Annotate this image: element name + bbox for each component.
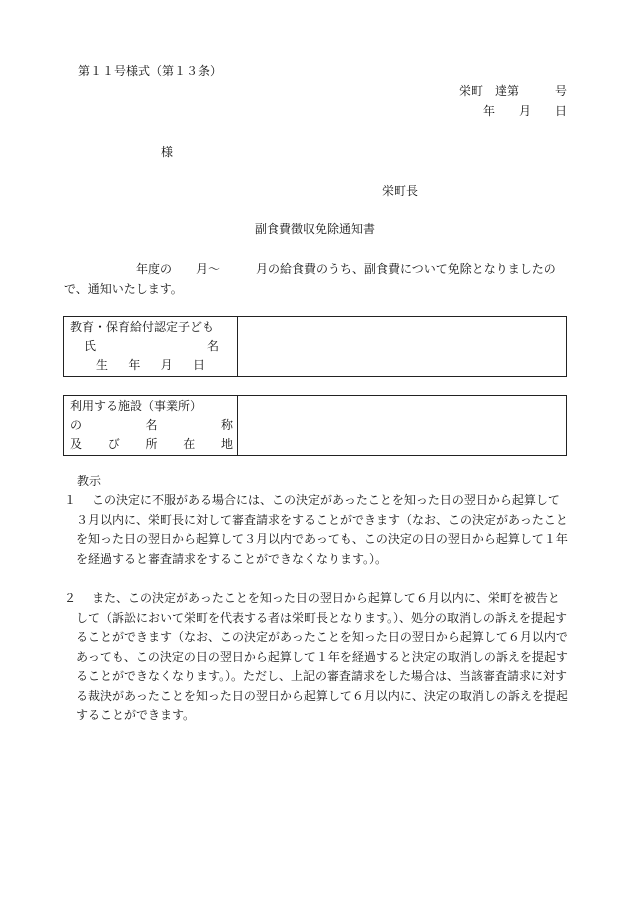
label-char: 名: [206, 339, 219, 353]
child-info-label: [64, 317, 238, 377]
facility-label-line1: 利用する施設（事業所）: [70, 399, 203, 413]
form-number: 第１１号様式（第１３条）: [78, 64, 223, 78]
addressee-honorific: 様: [161, 145, 174, 159]
facility-info-value[interactable]: [238, 396, 567, 456]
body-text: [64, 259, 568, 299]
label-char: 在: [183, 437, 196, 451]
child-label-line2: [70, 337, 233, 356]
label-char: 月: [160, 358, 173, 372]
issue-date: 年 月 日: [482, 104, 567, 118]
notice-item-text: この決定に不服がある場合には、この決定があったことを知った日の翌日から起算して３月以内に、栄町長に対して審査請求をすることができます（なお、この決定があったことを知った日の翌日から起算して３月以内であっても、この決定の日の翌日から起算して１年を経過すると審査請求をすることができなくなります。）。: [76, 493, 568, 566]
label-char: 生: [96, 358, 109, 372]
label-char: の: [70, 418, 83, 432]
issue-number: 栄町 達第 号: [458, 84, 567, 98]
notice-item-number: １: [64, 493, 77, 507]
document-title: 副食費徴収免除通知書: [254, 222, 375, 236]
notice-item: [64, 491, 568, 569]
notice-item-number: ２: [64, 591, 77, 605]
facility-label-line3: [70, 435, 233, 454]
body-paragraph: 年度の 月～ 月の給食費のうち、副食費について免除となりましたので、通知いたします。: [64, 262, 556, 296]
issuer-name: 栄町長: [382, 184, 419, 198]
notice-heading: 教示: [77, 474, 102, 488]
child-info-table: [63, 316, 567, 377]
label-char: び: [107, 437, 120, 451]
notice-item-text: また、この決定があったことを知った日の翌日から起算して６月以内に、栄町を被告として（訴訟において栄町を代表する者は栄町長となります。）、処分の取消しの訴えを提起することができます（なお、この決定があったことを知った日の翌日から起算して６月以内であっても、この決定の日の翌日から起算して１年を経過すると決定の取消しの訴えを提起することができなくなります。）。ただし、上記の審査請求をした場合は、当該審査請求に対する裁決があったことを知った日の翌日から起算して６月以内に、決定の取消しの訴えを提起することができます。: [76, 591, 568, 722]
child-info-value[interactable]: [238, 317, 567, 377]
label-char: 名: [145, 418, 158, 432]
label-char: 氏: [84, 339, 97, 353]
label-char: 日: [192, 358, 205, 372]
label-char: 所: [145, 437, 158, 451]
child-label-line3: [70, 356, 233, 375]
label-char: 及: [70, 437, 83, 451]
label-char: 称: [220, 418, 233, 432]
facility-info-label: [64, 396, 238, 456]
facility-label-line2: [70, 416, 233, 435]
notice-item: [64, 589, 568, 726]
child-label-line1: 教育・保育給付認定子ども: [70, 320, 215, 334]
label-char: 年: [128, 358, 141, 372]
label-char: 地: [220, 437, 233, 451]
facility-info-table: [63, 395, 567, 456]
